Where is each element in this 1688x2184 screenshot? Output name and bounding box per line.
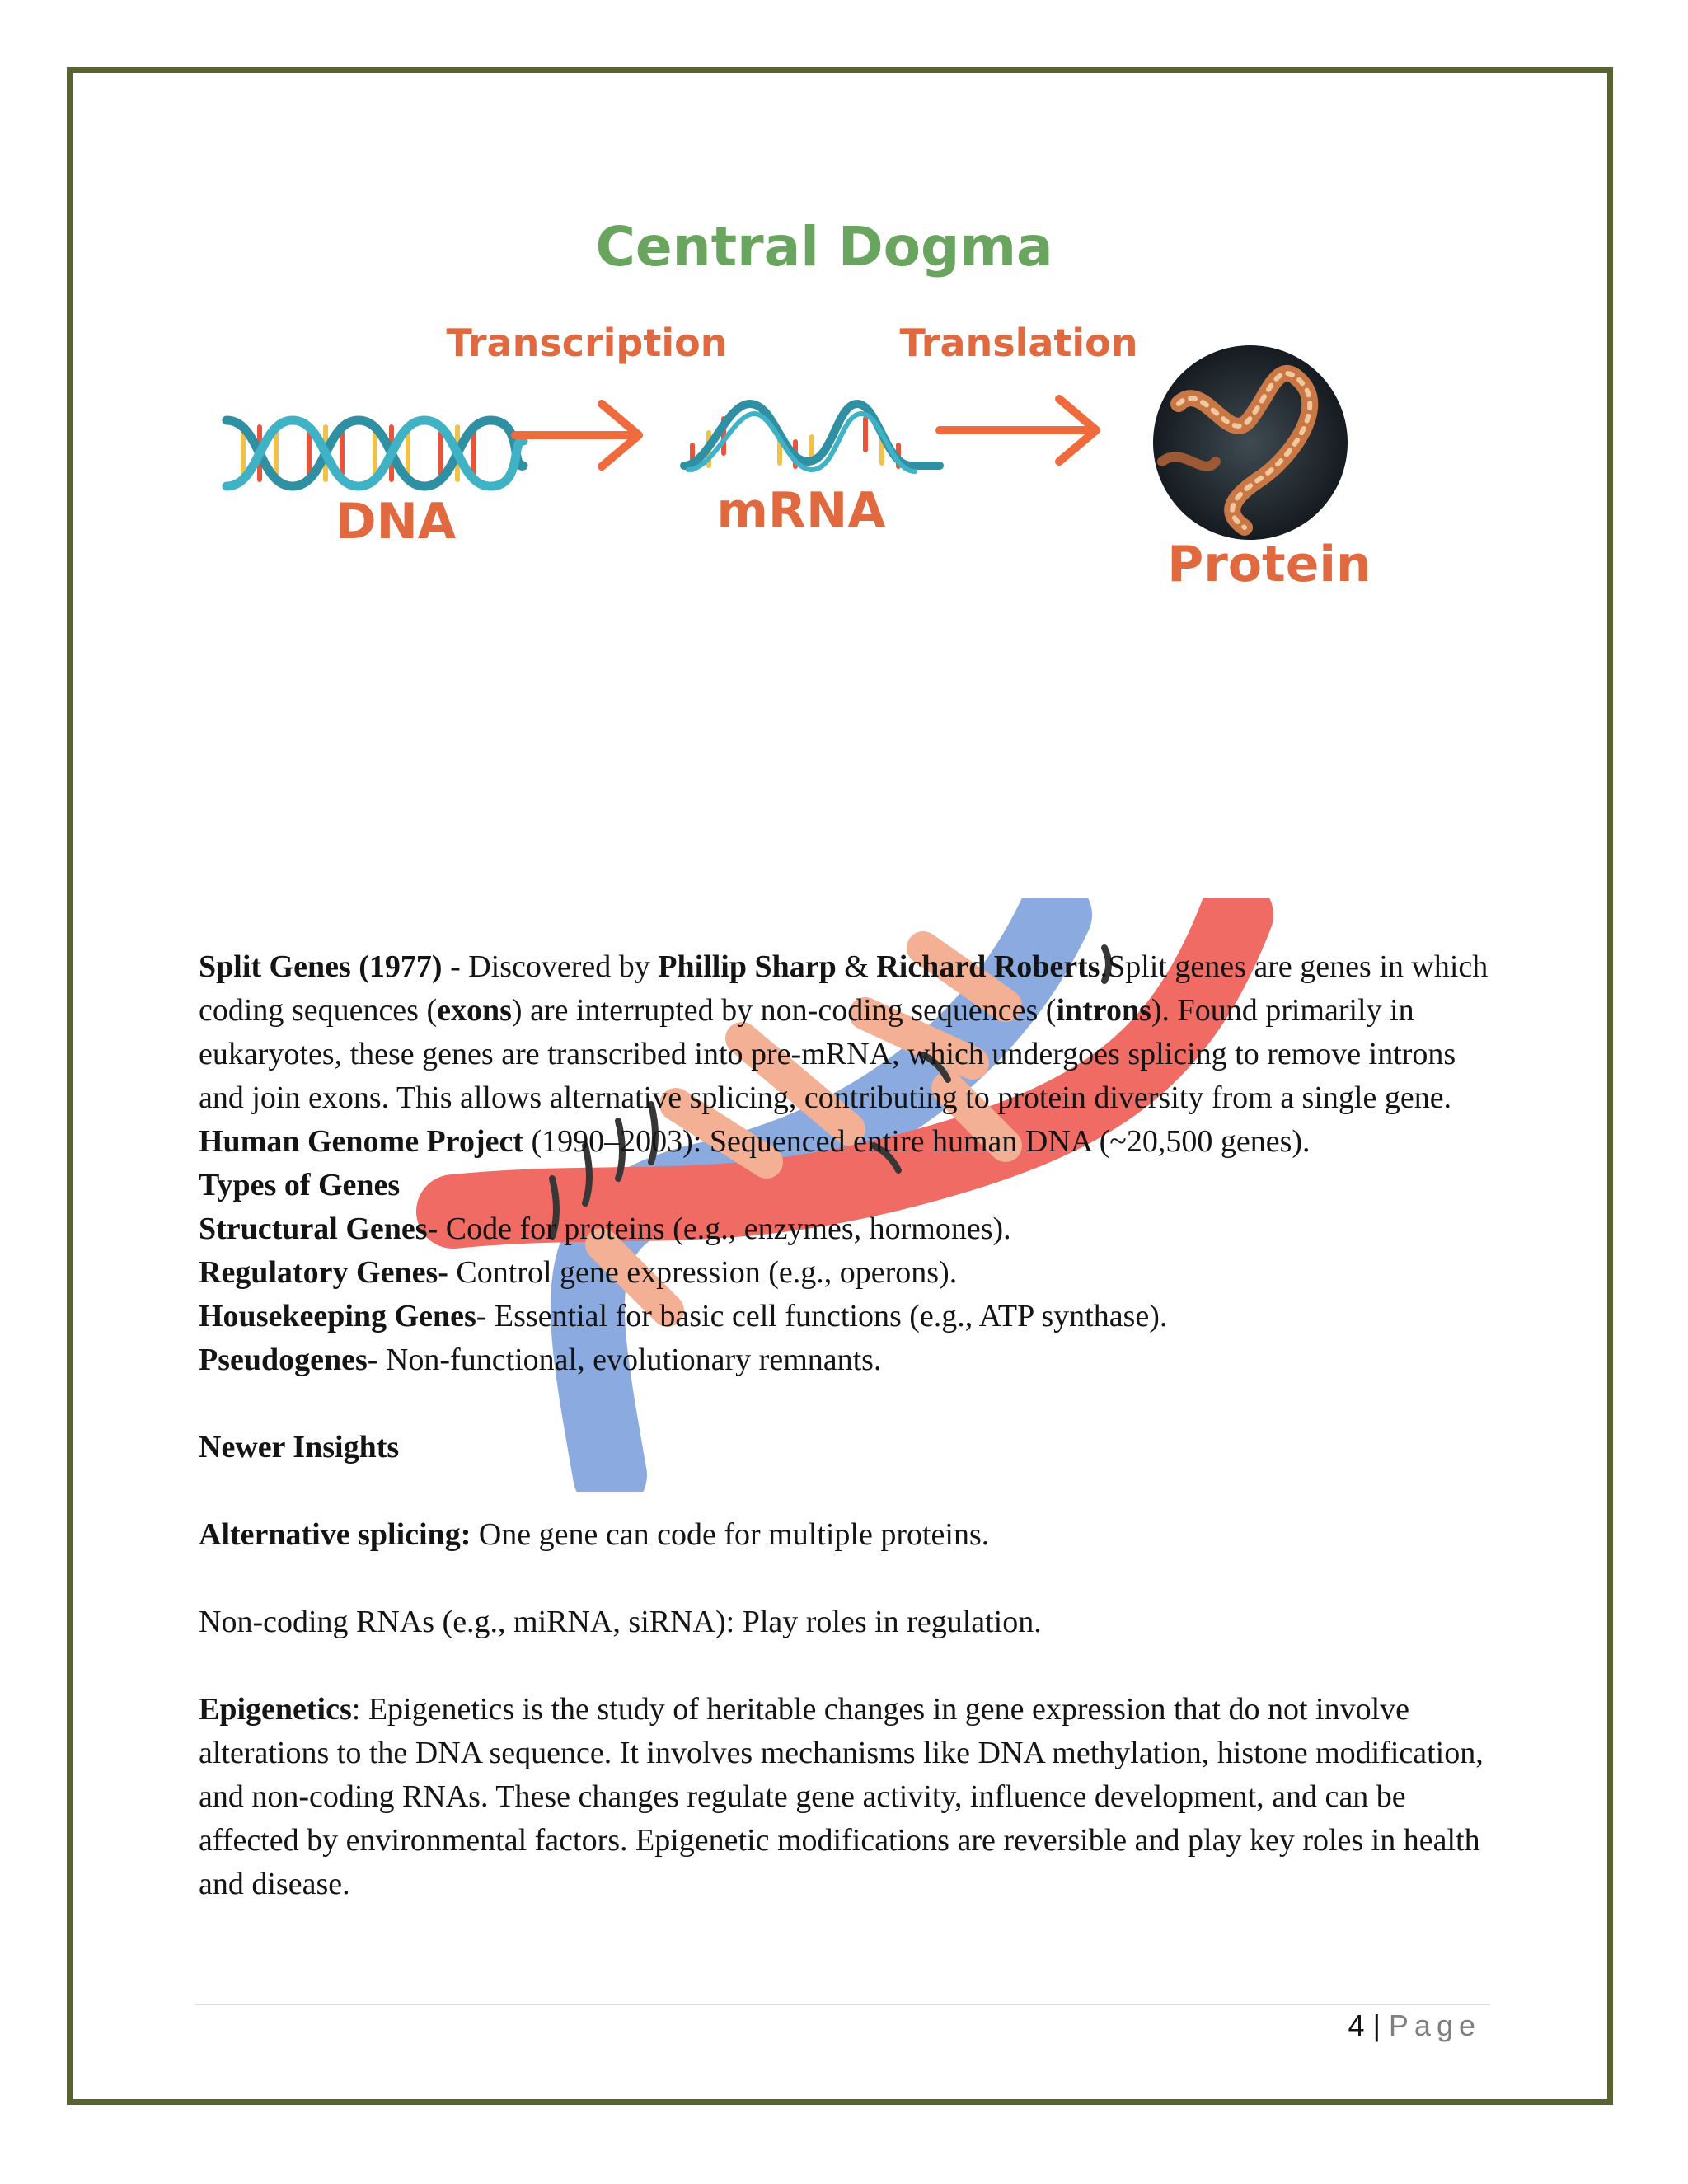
figure-title: Central Dogma xyxy=(595,215,1053,279)
scientist-name-roberts: Richard Roberts xyxy=(876,949,1100,984)
gene-type-desc: Code for proteins (e.g., enzymes, hormones). xyxy=(438,1212,1011,1246)
page-separator: | xyxy=(1364,2008,1389,2042)
hgp-heading: Human Genome Project xyxy=(199,1124,523,1159)
dna-helix-icon xyxy=(227,420,523,486)
translation-arrow-icon xyxy=(940,399,1096,462)
alt-splicing-desc: One gene can code for multiple proteins. xyxy=(471,1517,990,1552)
introns-term: introns xyxy=(1056,993,1151,1028)
footer-divider xyxy=(195,2004,1490,2005)
transcription-label: Transcription xyxy=(446,321,728,365)
newer-insights-heading-text: Newer Insights xyxy=(199,1430,400,1465)
newer-insights-heading xyxy=(199,1426,1501,1469)
epigenetics-term: Epigenetics xyxy=(199,1692,352,1727)
spacer xyxy=(199,1469,1501,1513)
gene-type-term: Structural Genes- xyxy=(199,1212,438,1246)
gene-type-housekeeping xyxy=(199,1295,1501,1338)
gene-type-desc: Control gene expression (e.g., operons). xyxy=(448,1255,958,1290)
gene-type-term: Pseudogenes xyxy=(199,1343,368,1377)
epigenetics-paragraph xyxy=(199,1688,1501,1906)
gene-type-desc: - Essential for basic cell functions (e.g., ATP synthase). xyxy=(476,1299,1168,1333)
spacer xyxy=(199,1557,1501,1601)
dna-label: DNA xyxy=(335,493,457,551)
types-heading xyxy=(199,1164,1501,1207)
gene-type-regulatory xyxy=(199,1251,1501,1295)
scientist-name-sharp: Phillip Sharp xyxy=(658,949,837,984)
gene-type-structural xyxy=(199,1207,1501,1251)
hgp-text: (1990–2003): Sequenced entire human DNA (~20,500 genes). xyxy=(523,1124,1311,1159)
page-number: 4 xyxy=(1348,2008,1365,2042)
split-genes-text-2: .Split genes are genes in which coding sequences ( xyxy=(199,949,1489,1028)
split-genes-text-3: ) are interrupted by non-coding sequences ( xyxy=(511,993,1057,1028)
spacer xyxy=(199,1644,1501,1688)
central-dogma-illustration xyxy=(214,198,1426,626)
ncrna-paragraph: Non-coding RNAs (e.g., miRNA, siRNA): Play roles in regulation. xyxy=(199,1605,1042,1639)
protein-image-icon xyxy=(1153,345,1348,540)
mrna-strand-icon xyxy=(684,404,940,471)
protein-label: Protein xyxy=(1167,536,1372,593)
ampersand: & xyxy=(836,949,877,984)
gene-type-term: Regulatory Genes- xyxy=(199,1255,448,1290)
split-genes-text-4: ). Found primarily in eukaryotes, these genes are transcribed into pre-mRNA, which undergoes splicing to remove introns and join exons. This allows alternative splicing, contributing to protein diversity from a single gene. xyxy=(199,993,1456,1115)
types-heading-text: Types of Genes xyxy=(199,1168,401,1202)
spacer xyxy=(199,1382,1501,1426)
split-genes-text-1: - Discovered by xyxy=(442,949,659,984)
hgp-paragraph xyxy=(199,1120,1501,1164)
page-footer xyxy=(1348,2008,1481,2043)
translation-label: Translation xyxy=(899,321,1138,365)
mrna-label: mRNA xyxy=(716,482,886,540)
transcription-arrow-icon xyxy=(515,404,639,466)
page-word: Page xyxy=(1388,2008,1481,2042)
alt-splicing-term: Alternative splicing: xyxy=(199,1517,471,1552)
gene-type-term: Housekeeping Genes xyxy=(199,1299,476,1333)
split-genes-heading: Split Genes (1977) xyxy=(199,949,443,984)
gene-type-desc: - Non-functional, evolutionary remnants. xyxy=(367,1343,882,1377)
alt-splicing-paragraph xyxy=(199,1513,1501,1557)
split-genes-paragraph xyxy=(199,945,1501,1120)
exons-term: exons xyxy=(437,993,512,1028)
central-dogma-figure xyxy=(214,198,1426,626)
body-text xyxy=(199,945,1501,1906)
epigenetics-desc: : Epigenetics is the study of heritable changes in gene expression that do not involve alterations to the DNA sequence. It involves mechanisms like DNA methylation, histone modification, and non-coding RNAs. These changes regulate gene activity, influence development, and can be affected by environmental factors. Epigenetic modifications are reversible and play key roles in health and disease. xyxy=(199,1692,1484,1901)
gene-type-pseudogenes xyxy=(199,1338,1501,1382)
